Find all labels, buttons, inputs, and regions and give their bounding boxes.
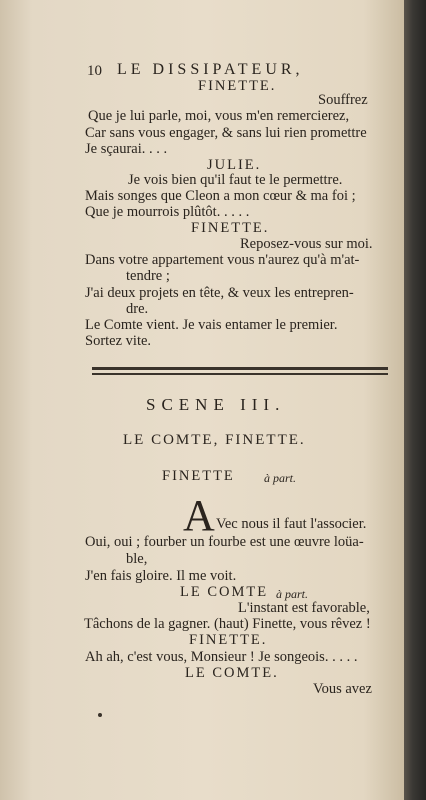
catchword: Vous avez: [313, 681, 372, 697]
verse-line: Car sans vous engager, & sans lui rien promettre: [85, 125, 367, 141]
verse-line: Je sçaurai. . . .: [85, 141, 168, 157]
speaker-finette: FINETTE.: [198, 78, 277, 94]
verse-line: Oui, oui ; fourber un fourbe est une œuvre loüa-: [85, 534, 364, 550]
verse-line: Reposez-vous sur moi.: [240, 236, 373, 252]
scene-heading: SCENE III.: [146, 395, 286, 414]
verse-line: tendre ;: [126, 268, 170, 284]
speaker-julie: JULIE.: [207, 157, 262, 173]
stage-direction: à part.: [264, 471, 297, 485]
verse-line: ble,: [126, 551, 148, 567]
speaker-le-comte: LE COMTE.: [185, 665, 279, 681]
running-title: LE DISSIPATEUR,: [117, 61, 304, 78]
stage-direction: à part.: [276, 587, 309, 601]
page-number: 10: [87, 63, 102, 79]
drop-cap-letter: A: [183, 491, 215, 540]
verse-line: Sortez vite.: [85, 333, 152, 349]
speaker-finette: FINETTE: [162, 468, 235, 484]
scene-divider-rule: [92, 373, 388, 375]
speaker-finette: FINETTE.: [189, 632, 268, 648]
speaker-le-comte: LE COMTE: [180, 584, 269, 600]
verse-line: Que je lui parle, moi, vous m'en remercierez,: [88, 108, 350, 124]
verse-line: Tâchons de la gagner. (haut) Finette, vous rêvez !: [84, 616, 371, 632]
verse-line: J'en fais gloire. Il me voit.: [85, 568, 237, 584]
verse-line: Que je mourrois plûtôt. . . . .: [85, 204, 250, 220]
verse-line: Mais songes que Cleon a mon cœur & ma foi ;: [85, 188, 356, 204]
verse-line: Souffrez: [318, 92, 368, 108]
verse-line: Ah ah, c'est vous, Monsieur ! Je songeois. . . . .: [85, 649, 358, 665]
verse-line: Je vois bien qu'il faut te le permettre.: [128, 172, 343, 188]
ink-speck: [98, 713, 102, 717]
verse-line: dre.: [126, 301, 149, 317]
book-edge-shadow: [404, 0, 426, 800]
scene-divider-rule: [92, 367, 388, 370]
verse-line: L'instant est favorable,: [238, 600, 370, 616]
verse-line: Dans votre appartement vous n'aurez qu'à m'at-: [85, 252, 360, 268]
verse-line: Le Comte vient. Je vais entamer le premier.: [85, 317, 338, 333]
verse-line: J'ai deux projets en tête, & veux les entrepren-: [85, 285, 354, 301]
verse-line: Vec nous il faut l'associer.: [216, 516, 367, 532]
scene-characters: LE COMTE, FINETTE.: [123, 432, 306, 448]
speaker-finette: FINETTE.: [191, 220, 270, 236]
